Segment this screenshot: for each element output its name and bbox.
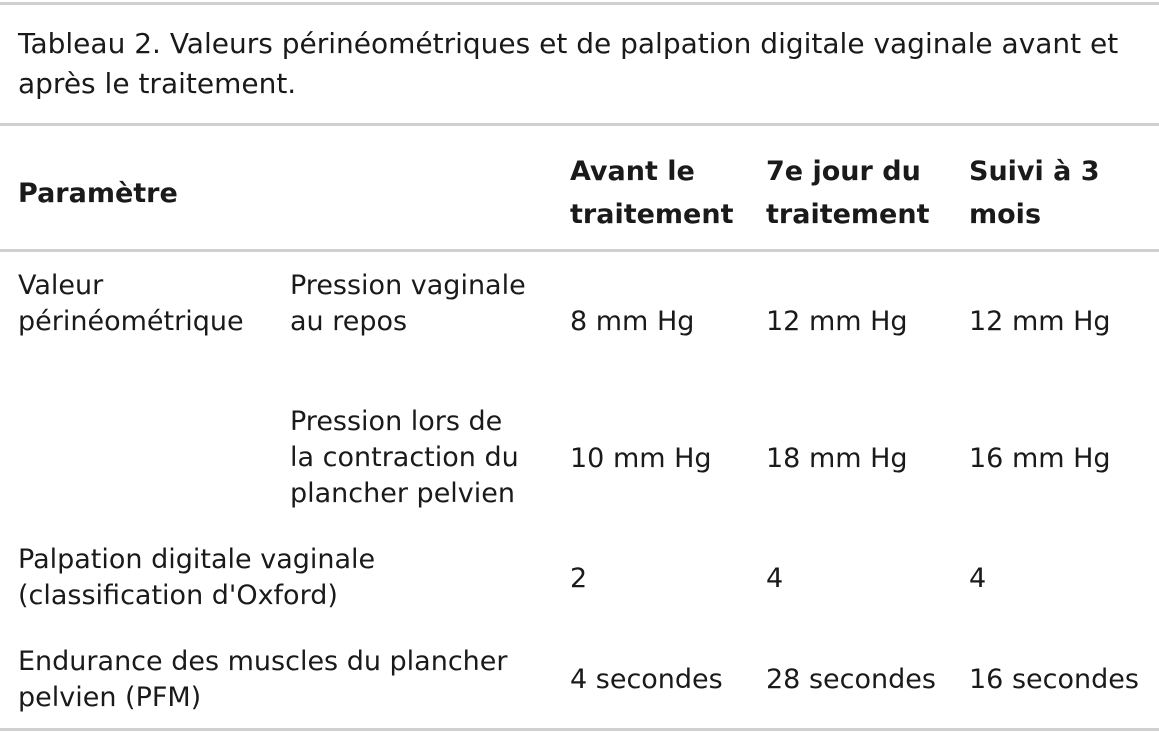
cell-day7: 18 mm Hg: [766, 443, 908, 474]
row-label: Endurance des muscles du plancher pelvien (PFM): [18, 646, 508, 713]
cell-followup: 16 secondes: [969, 664, 1139, 695]
bottom-rule: [0, 728, 1159, 731]
cell-before: 8 mm Hg: [570, 306, 695, 337]
row-group-label: Valeur périnéométrique: [18, 270, 244, 337]
cell-before: 10 mm Hg: [570, 443, 712, 474]
table-caption: Tableau 2. Valeurs périnéométriques et de palpation digitale vaginale avant et après le traitement.: [18, 27, 1119, 100]
cell-day7: 28 secondes: [766, 664, 936, 695]
cell-followup: 16 mm Hg: [969, 443, 1111, 474]
header-param: Paramètre: [18, 178, 178, 209]
caption-rule: [0, 123, 1159, 126]
cell-day7: 4: [766, 563, 784, 594]
cell-followup: 12 mm Hg: [969, 306, 1111, 337]
header-day7: 7e jour du traitement: [766, 156, 930, 230]
header-rule: [0, 249, 1159, 252]
cell-before: 2: [570, 563, 588, 594]
cell-day7: 12 mm Hg: [766, 306, 908, 337]
header-before: Avant le traitement: [570, 156, 734, 230]
row-sub-label: Pression lors de la contraction du plancher pelvien: [290, 406, 519, 509]
row-sub-label: Pression vaginale au repos: [290, 270, 526, 337]
header-followup: Suivi à 3 mois: [969, 156, 1100, 230]
top-rule: [0, 2, 1159, 5]
cell-before: 4 secondes: [570, 664, 723, 695]
cell-followup: 4: [969, 563, 987, 594]
row-label: Palpation digitale vaginale (classification d'Oxford): [18, 544, 376, 611]
